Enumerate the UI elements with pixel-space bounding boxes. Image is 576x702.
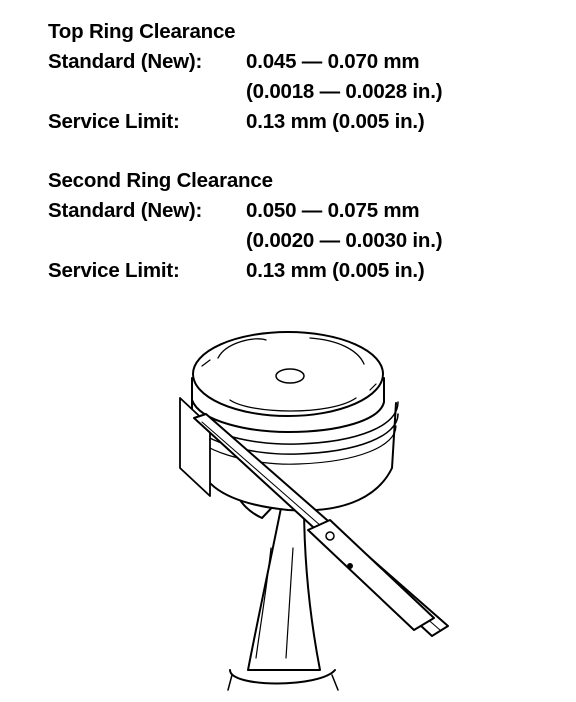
top-ring-clearance-heading: Top Ring Clearance xyxy=(48,20,236,43)
top-ring-standard-mm: 0.045 — 0.070 mm xyxy=(246,50,420,73)
second-ring-clearance-heading: Second Ring Clearance xyxy=(48,169,273,192)
top-ring-standard-in: (0.0018 — 0.0028 in.) xyxy=(246,80,443,103)
piston xyxy=(188,332,398,510)
second-ring-service-limit-label: Service Limit: xyxy=(48,259,180,282)
second-ring-standard-in: (0.0020 — 0.0030 in.) xyxy=(246,229,443,252)
top-ring-standard-label: Standard (New): xyxy=(48,50,203,73)
piston-feeler-gauge-illustration xyxy=(170,318,470,698)
top-ring-service-limit-value: 0.13 mm (0.005 in.) xyxy=(246,110,425,133)
top-ring-service-limit-label: Service Limit: xyxy=(48,110,180,133)
second-ring-service-limit-value: 0.13 mm (0.005 in.) xyxy=(246,259,425,282)
second-ring-standard-label: Standard (New): xyxy=(48,199,203,222)
second-ring-standard-mm: 0.050 — 0.075 mm xyxy=(246,199,420,222)
